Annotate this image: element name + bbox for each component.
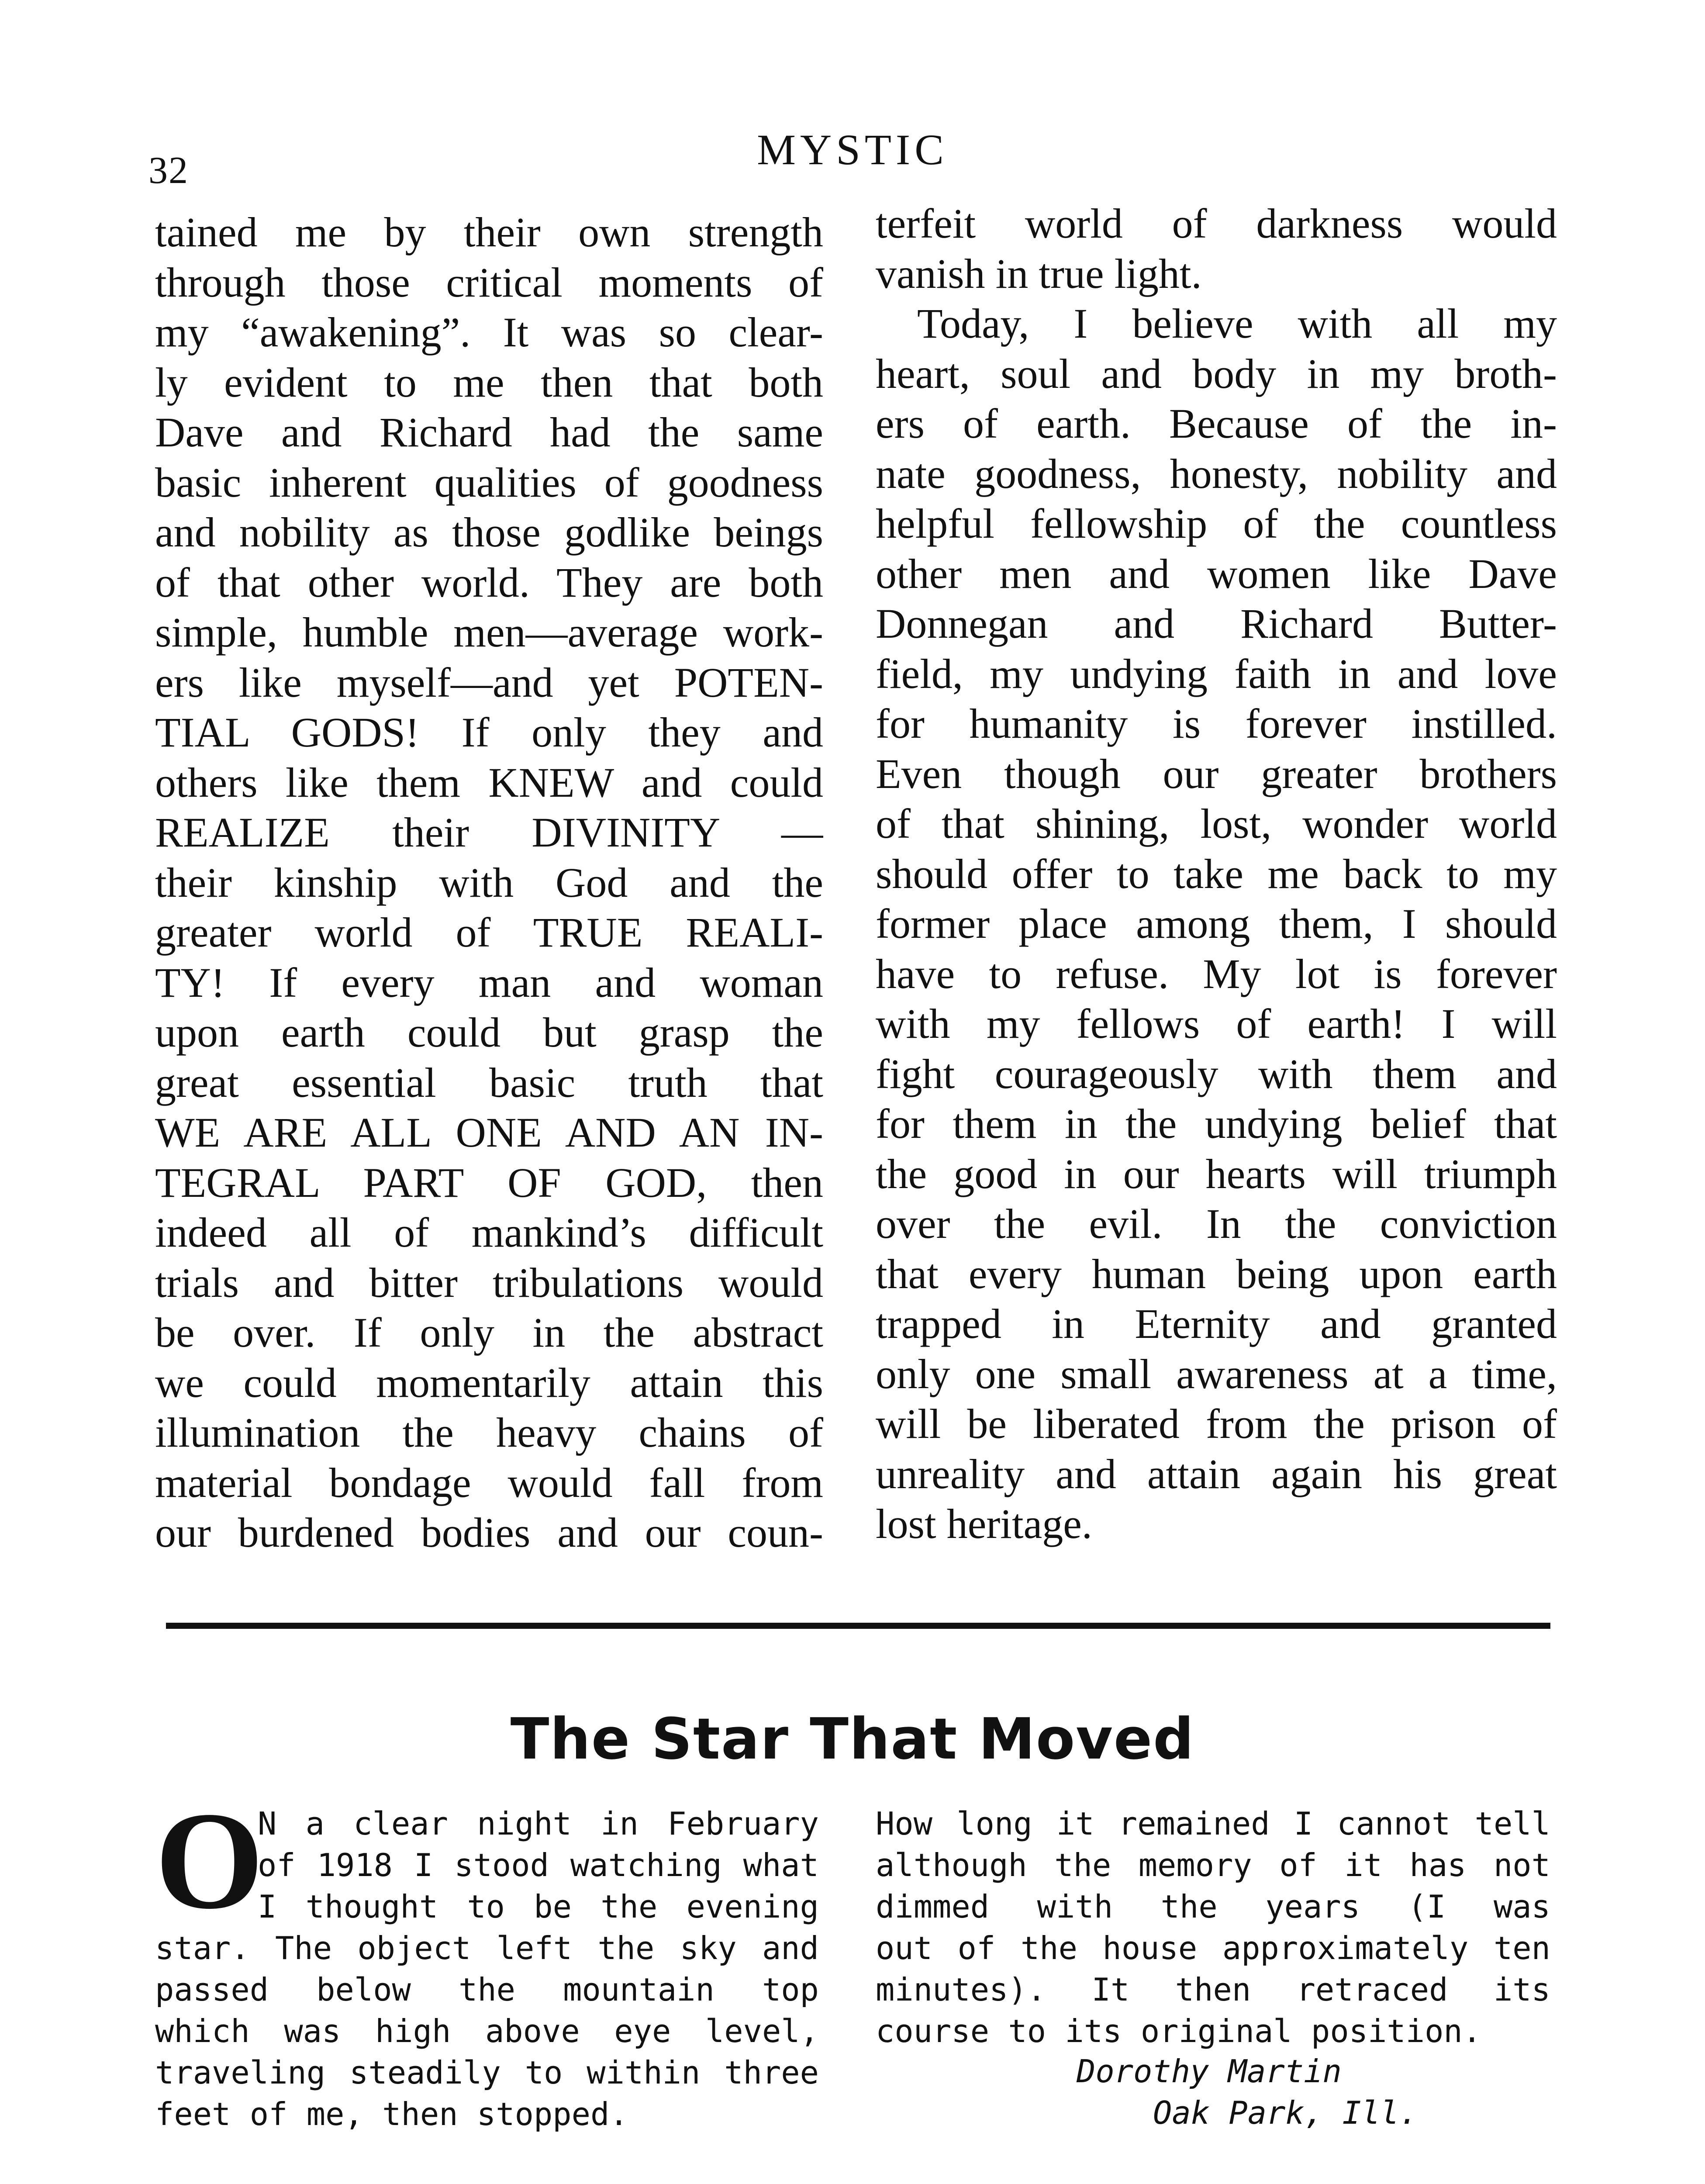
text-line: others like them KNEW and could [155,759,823,806]
story-author: Dorothy Martin [1077,2053,1342,2090]
text-line: trapped in Eternity and granted [876,1300,1557,1347]
text-line: upon earth could but grasp the [155,1009,823,1056]
text-line: over the evil. In the conviction [876,1200,1557,1247]
text-line: with my fellows of earth! I will [876,1000,1557,1047]
text-line: former place among them, I should [876,900,1557,947]
text-line: our burdened bodies and our coun- [155,1509,823,1556]
text-line: other men and women like Dave [876,550,1557,597]
text-line: indeed all of mankind’s difficult [155,1209,823,1256]
text-line: their kinship with God and the [155,859,823,906]
text-line: How long it remained I cannot tell [876,1805,1550,1842]
text-line: nate goodness, honesty, nobility and [876,450,1557,497]
article-right-column [876,199,1557,1549]
text-line: greater world of TRUE REALI- [155,909,823,956]
text-line: field, my undying faith in and love [876,650,1557,697]
text-line: material bondage would fall from [155,1459,823,1506]
text-line: traveling steadily to within three [155,2054,819,2091]
drop-cap: O [155,1783,264,1938]
text-line: of that shining, lost, wonder world [876,800,1557,847]
text-line: through those critical moments of [155,259,823,306]
article-left-column [155,207,823,1558]
text-line: helpful fellowship of the countless [876,500,1557,547]
text-line: for them in the undying belief that [876,1100,1557,1147]
text-line: unreality and attain again his great [876,1450,1557,1497]
text-line: tained me by their own strength [155,209,823,256]
text-line: that every human being upon earth [876,1250,1557,1297]
text-line: ers of earth. Because of the in- [876,400,1557,447]
text-line: TY! If every man and woman [155,959,823,1006]
text-line: dimmed with the years (I was [876,1888,1550,1925]
text-line: of that other world. They are both [155,559,823,606]
text-line: terfeit world of darkness would [876,200,1557,247]
text-line: only one small awareness at a time, [876,1350,1557,1397]
text-line: will be liberated from the prison of [876,1400,1557,1447]
text-line: great essential basic truth that [155,1059,823,1106]
story-left-column [155,1783,819,2135]
text-line: trials and bitter tribulations would [155,1259,823,1306]
text-line: course to its original position. [876,2013,1482,2049]
text-line: feet of me, then stopped. [155,2096,628,2132]
text-line: Dave and Richard had the same [155,409,823,456]
text-line: N a clear night in February [258,1805,819,1842]
text-line: vanish in true light. [876,250,1202,297]
text-line: basic inherent qualities of goodness [155,459,823,506]
text-line: my “awakening”. It was so clear- [155,309,823,356]
text-line: be over. If only in the abstract [155,1309,823,1356]
section-divider [166,1623,1550,1629]
text-line: which was high above eye level, [155,2013,819,2049]
text-line: should offer to take me back to my [876,850,1557,897]
text-line: and nobility as those godlike beings [155,509,823,556]
text-line: heart, soul and body in my broth- [876,350,1557,397]
text-line: have to refuse. My lot is forever [876,950,1557,997]
text-line: TEGRAL PART OF GOD, then [155,1159,823,1206]
text-line: illumination the heavy chains of [155,1409,823,1456]
text-line: ers like myself—and yet POTEN- [155,659,823,706]
story-location: Oak Park, Ill. [1153,2094,1418,2131]
text-line: out of the house approximately ten [876,1930,1550,1966]
text-line: WE ARE ALL ONE AND AN IN- [155,1109,823,1156]
text-line: TIAL GODS! If only they and [155,709,823,756]
story-right-column [876,1803,1550,2052]
text-line: simple, humble men—average work- [155,609,823,656]
text-line: I thought to be the evening [258,1888,819,1925]
text-line: minutes). It then retraced its [876,1971,1550,2008]
text-line: of 1918 I stood watching what [258,1847,819,1883]
text-line: lost heritage. [876,1500,1092,1547]
text-line: REALIZE their DIVINITY — [155,809,823,856]
text-line: the good in our hearts will triumph [876,1150,1557,1197]
text-line: ly evident to me then that both [155,359,823,406]
text-line: passed below the mountain top [155,1971,819,2008]
text-line: for humanity is forever instilled. [876,700,1557,747]
page-number: 32 [148,149,189,192]
text-line: although the memory of it has not [876,1847,1550,1883]
text-line: we could momentarily attain this [155,1359,823,1406]
text-line: Even though our greater brothers [876,750,1557,797]
running-head: MYSTIC [757,125,948,174]
text-line: fight courageously with them and [876,1050,1557,1097]
text-line: Today, I believe with all my [917,300,1557,347]
story-title: The Star That Moved [510,1706,1195,1772]
text-line: Donnegan and Richard Butter- [876,600,1557,647]
text-line: star. The object left the sky and [155,1930,819,1966]
